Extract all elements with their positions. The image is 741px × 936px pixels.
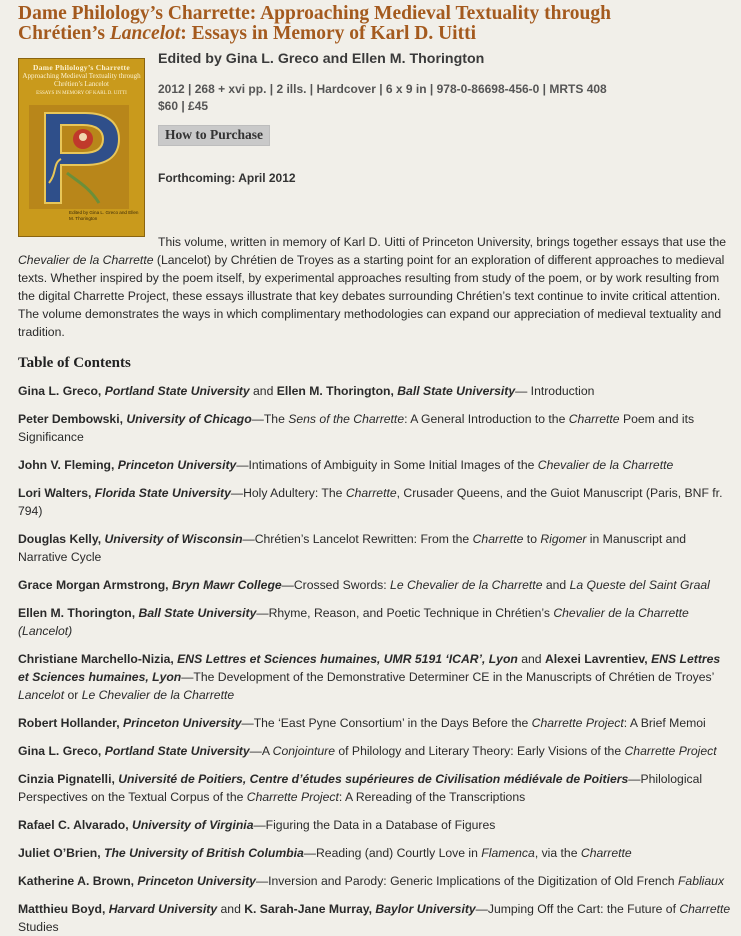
toc-entry-text: — Introduction (515, 384, 595, 398)
toc-entry-affiliation: Université de Poitiers, Centre d’études supérieures de Civilisation médiévale de Poitiers (118, 772, 629, 786)
toc-entry-italic-title: Le Chevalier de la Charrette (390, 578, 543, 592)
toc-entry-text: —Crossed Swords: (281, 578, 391, 592)
toc-entry-affiliation: Baylor University (375, 902, 476, 916)
toc-entry-affiliation: ENS Lettres et Sciences humaines, Lyon (18, 652, 721, 684)
cover-title: Dame Philology’s Charrette Approaching Medieval Textuality through Chrétien’s Lancelot ESSAYS IN MEMORY OF KARL D. UITTI (22, 63, 141, 96)
specs-line: 2012 | 268 + xvi pp. | 2 ills. | Hardcover | 6 x 9 in | 978-0-86698-456-0 | MRTS 408 (158, 82, 607, 96)
toc-entry-italic-title: Charrette Project (624, 744, 717, 758)
table-of-contents (18, 382, 733, 936)
toc-entry-author: Grace Morgan Armstrong, (18, 578, 172, 592)
toc-entry-italic-title: La Queste del Saint Graal (569, 578, 710, 592)
toc-entry (18, 382, 733, 400)
toc-entry-text: : A Rereading of the Transcriptions (338, 790, 526, 804)
toc-entry-italic-title: Conjointure (272, 744, 335, 758)
toc-entry-text: —Jumping Off the Cart: the Future of (475, 902, 680, 916)
book-title-lancelot: Lancelot (109, 23, 181, 44)
book-title-line2-pre: Chrétien’s (18, 23, 110, 44)
book-title (18, 4, 733, 44)
forthcoming-line: Forthcoming: April 2012 (158, 171, 296, 185)
toc-entry (18, 530, 733, 566)
book-meta (158, 51, 728, 185)
how-to-purchase-button[interactable]: How to Purchase (158, 125, 270, 146)
toc-entry-text: , via the (534, 846, 581, 860)
toc-entry-affiliation: Harvard University (108, 902, 218, 916)
illuminated-initial-icon (27, 103, 137, 213)
toc-entry-text: and (517, 652, 545, 666)
abstract-italic-title: Chevalier de la Charrette (18, 253, 154, 267)
toc-entry-affiliation: Florida State University (94, 486, 231, 500)
toc-entry-author: Rafael C. Alvarado, (18, 818, 133, 832)
toc-entry (18, 410, 733, 446)
toc-entry-text: to (523, 532, 541, 546)
toc-entry-italic-title: Charrette (679, 902, 731, 916)
toc-entry (18, 576, 733, 594)
toc-entry-text: : A Brief Memoi (623, 716, 706, 730)
toc-entry-text: —Holy Adultery: The (230, 486, 346, 500)
toc-entry-affiliation: University of Virginia (132, 818, 254, 832)
toc-entry (18, 770, 733, 806)
toc-entry-italic-title: Chevalier de la Charrette (537, 458, 674, 472)
toc-entry-author: John V. Fleming, (18, 458, 118, 472)
toc-entry (18, 650, 733, 704)
toc-entry-author: Katherine A. Brown, (18, 874, 138, 888)
toc-entry-text: or (64, 688, 82, 702)
toc-entry-author: Juliet O’Brien, (18, 846, 105, 860)
toc-entry-text: and (217, 902, 245, 916)
toc-entry-italic-title: Charrette Project (246, 790, 339, 804)
toc-entry-affiliation: ENS Lettres et Sciences humaines, UMR 5191 ‘ICAR’, Lyon (177, 652, 518, 666)
toc-entry-affiliation: Ball State University (138, 606, 257, 620)
toc-entry-italic-title: Sens of the Charrette (288, 412, 405, 426)
toc-entry-affiliation: Bryn Mawr College (171, 578, 282, 592)
toc-entry-text: —Figuring the Data in a Database of Figures (253, 818, 496, 832)
abstract-paragraph (18, 233, 733, 341)
toc-entry-italic-title: Charrette (568, 412, 620, 426)
toc-entry-text: Studies (18, 920, 59, 934)
toc-entry-author: Matthieu Boyd, (18, 902, 109, 916)
toc-entry-text: , Crusader Queens, and the Guiot Manuscript (Paris, BNF fr. 794) (18, 486, 723, 518)
toc-entry-affiliation: Princeton University (137, 874, 256, 888)
toc-entry-affiliation: Princeton University (117, 458, 237, 472)
toc-entry-text: —Intimations of Ambiguity in Some Initial Images of the (236, 458, 538, 472)
toc-entry (18, 714, 733, 732)
toc-entry-text: in Manuscript and Narrative Cycle (18, 532, 687, 564)
toc-entry-text: —Rhyme, Reason, and Poetic Technique in Chrétien’s (256, 606, 554, 620)
toc-entry-text: and (542, 578, 570, 592)
toc-entry-author: Peter Dembowski, (18, 412, 127, 426)
toc-entry-text: —Reading (and) Courtly Love in (303, 846, 482, 860)
toc-entry-affiliation: Portland State University (104, 384, 250, 398)
toc-entry-affiliation: University of Wisconsin (104, 532, 243, 546)
toc-entry-author: Gina L. Greco, (18, 744, 105, 758)
toc-entry-author: Christiane Marchello-Nizia, (18, 652, 178, 666)
toc-entry-affiliation: Princeton University (122, 716, 242, 730)
book-title-line1: Dame Philology’s Charrette: Approaching Medieval Textuality through (18, 3, 611, 24)
book-title-line2-post: : Essays in Memory of Karl D. Uitti (180, 23, 477, 44)
toc-entry-italic-title: Chevalier de la Charrette (Lancelot) (18, 606, 689, 638)
abstract-text: (Lancelot) by Chrétien de Troyes as a starting point for an exploration of different approaches to medieval texts. Whether inspired by the poem itself, by experimental approaches resulting from study of the poem, or by work resulting from the digital Charrette Project, these essays illustrate that key debates surrounding Chrétien’s text continue to invite critical attention. The volume demonstrates the ways in which complimentary methodologies can expand our appreciation of medieval textuality and tradition. (18, 253, 725, 339)
book-header (18, 51, 733, 233)
toc-entry (18, 900, 733, 936)
toc-entry-text: —Chrétien’s Lancelot Rewritten: From the (242, 532, 473, 546)
toc-entry-italic-title: Charrette (345, 486, 397, 500)
price-line: $60 | £45 (158, 99, 209, 113)
toc-entry-author: Douglas Kelly, (18, 532, 105, 546)
toc-entry-italic-title: Flamenca (481, 846, 535, 860)
book-cover-image: Dame Philology’s Charrette Approaching Medieval Textuality through Chrétien’s Lancelot ESSAYS IN MEMORY OF KARL D. UITTI Edited by Gina L. Greco and Ellen M. Thorington (18, 58, 145, 237)
toc-entry-text: —A (249, 744, 273, 758)
toc-heading: Table of Contents (18, 355, 131, 371)
toc-entry-text: Poem and its Significance (18, 412, 695, 444)
toc-entry-author: Lori Walters, (18, 486, 95, 500)
toc-entry-text: —Philological Perspectives on the Textual Corpus of the (18, 772, 703, 804)
toc-entry-author: Gina L. Greco, (18, 384, 105, 398)
toc-entry-text: —The (251, 412, 289, 426)
toc-entry-text: —The Development of the Demonstrative Determiner CE in the Manuscripts of Chrétien de Troyes’ (181, 670, 714, 684)
toc-entry-italic-title: Charrette (580, 846, 632, 860)
editors-line: Edited by Gina L. Greco and Ellen M. Thorington (158, 51, 485, 67)
toc-entry-affiliation: The University of British Columbia (104, 846, 304, 860)
toc-entry-text: : A General Introduction to the (404, 412, 569, 426)
toc-entry (18, 844, 733, 862)
toc-entry-affiliation: University of Chicago (126, 412, 252, 426)
toc-entry-italic-title: Rigomer (540, 532, 587, 546)
abstract-text: This volume, written in memory of Karl D. Uitti of Princeton University, brings together essays that use the (158, 235, 727, 249)
toc-entry-italic-title: Lancelot (18, 688, 65, 702)
toc-entry-author: Ellen M. Thorington, (276, 384, 398, 398)
toc-entry-author: Robert Hollander, (18, 716, 123, 730)
toc-entry-author: Cinzia Pignatelli, (18, 772, 119, 786)
toc-entry-affiliation: Ball State University (397, 384, 516, 398)
toc-entry (18, 604, 733, 640)
toc-entry-author: Ellen M. Thorington, (18, 606, 139, 620)
toc-entry (18, 456, 733, 474)
toc-entry (18, 816, 733, 834)
toc-entry-affiliation: Portland State University (104, 744, 250, 758)
toc-entry-italic-title: Charrette (472, 532, 524, 546)
toc-entry-italic-title: Fabliaux (677, 874, 725, 888)
toc-entry-author: Alexei Lavrentiev, (544, 652, 652, 666)
toc-entry (18, 484, 733, 520)
toc-entry-italic-title: Charrette Project (531, 716, 624, 730)
toc-entry-text: and (249, 384, 277, 398)
toc-entry (18, 742, 733, 760)
toc-entry-author: K. Sarah-Jane Murray, (244, 902, 376, 916)
toc-entry-italic-title: Le Chevalier de la Charrette (81, 688, 235, 702)
toc-entry-text: —Inversion and Parody: Generic Implications of the Digitization of Old French (255, 874, 678, 888)
toc-entry-text: of Philology and Literary Theory: Early Visions of the (335, 744, 625, 758)
toc-entry (18, 872, 733, 890)
toc-entry-text: —The ‘East Pyne Consortium’ in the Days Before the (241, 716, 532, 730)
